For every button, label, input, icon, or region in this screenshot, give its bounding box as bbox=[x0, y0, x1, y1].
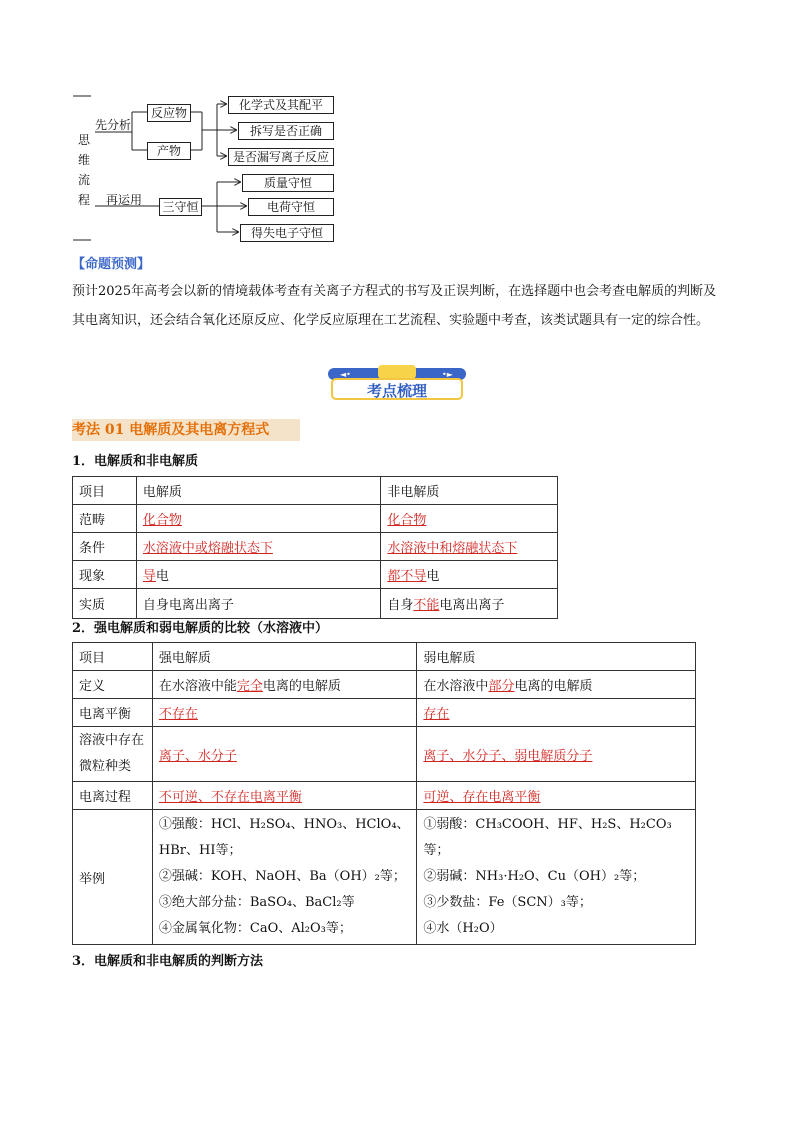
flow-check-missing: 是否漏写离子反应 bbox=[228, 148, 334, 166]
table-header-row bbox=[73, 643, 696, 671]
table-row bbox=[73, 671, 696, 699]
table-row bbox=[73, 589, 558, 619]
header-cell: 弱电解质 bbox=[417, 643, 696, 671]
flow-box-reactant: 反应物 bbox=[147, 104, 191, 122]
flow-box-conservation: 三守恒 bbox=[159, 198, 202, 216]
banner-title: 考点梳理 bbox=[366, 382, 427, 400]
row-item: 定义 bbox=[73, 671, 153, 699]
table-row bbox=[73, 782, 696, 810]
answer-text: 水溶液中和熔融状态下 bbox=[387, 541, 518, 556]
table-row bbox=[73, 727, 696, 782]
kaofa-heading: 考法 01 电解质及其电离方程式 bbox=[72, 419, 300, 441]
section3-title: 3．电解质和非电解质的判断方法 bbox=[72, 954, 264, 969]
flow-step-apply: 再运用 bbox=[106, 193, 143, 207]
row-item: 电离平衡 bbox=[73, 699, 153, 727]
answer-text: 导 bbox=[142, 569, 156, 584]
section1-title: 1．电解质和非电解质 bbox=[72, 454, 199, 469]
svg-text:◄•: ◄• bbox=[340, 370, 351, 379]
table-header-row bbox=[73, 477, 558, 505]
answer-text: 都不导 bbox=[387, 569, 427, 584]
answer-text: 化合物 bbox=[142, 513, 182, 528]
svg-text:•►: •► bbox=[442, 370, 453, 379]
example-line: 等； bbox=[423, 843, 450, 858]
answer-text: 不能 bbox=[413, 598, 440, 613]
answer-text: 存在 bbox=[423, 707, 450, 722]
header-cell: 项目 bbox=[73, 477, 137, 505]
example-line: ④金属氧化物：CaO、Al₂O₃等； bbox=[158, 921, 352, 936]
flow-box-product: 产物 bbox=[147, 142, 191, 160]
table-row bbox=[73, 699, 696, 727]
flow-cons-charge: 电荷守恒 bbox=[248, 198, 334, 216]
flow-side-char: 流 bbox=[77, 173, 90, 187]
answer-text: 化合物 bbox=[387, 513, 427, 528]
table-row bbox=[73, 810, 696, 945]
header-cell: 项目 bbox=[73, 643, 153, 671]
electrolyte-table bbox=[72, 476, 558, 619]
strong-examples-cell bbox=[152, 810, 417, 945]
cell-text: 电 bbox=[426, 569, 440, 584]
flow-side-label bbox=[77, 130, 91, 210]
answer-text: 部分 bbox=[488, 679, 515, 694]
cell-text: 电离出离子 bbox=[439, 598, 505, 613]
example-line: ①强酸：HCl、H₂SO₄、HNO₃、HClO₄、 bbox=[158, 817, 410, 832]
example-line: HBr、HI等； bbox=[158, 843, 242, 858]
table-row bbox=[73, 505, 558, 533]
table-row bbox=[73, 561, 558, 589]
example-line: ②弱碱：NH₃·H₂O、Cu（OH）₂等； bbox=[423, 869, 646, 884]
header-cell: 强电解质 bbox=[152, 643, 417, 671]
example-line: ③少数盐：Fe（SCN）₃等； bbox=[423, 895, 592, 910]
answer-text: 不可逆、不存在电离平衡 bbox=[158, 790, 302, 805]
answer-text: 可逆、存在电离平衡 bbox=[423, 790, 541, 805]
section2-title: 2．强电解质和弱电解质的比较（水溶液中） bbox=[72, 621, 329, 636]
answer-text: 完全 bbox=[236, 679, 263, 694]
section-banner bbox=[326, 365, 468, 401]
prediction-text: 预计2025年高考会以新的情境载体考查有关离子方程式的书写及正误判断，在选择题中也会考查电解质的判断及其电离知识，还会结合氧化还原反应、化学反应原理在工艺流程、实验题中考查，该类试题具有一定的综合性。 bbox=[72, 284, 717, 328]
cell-text: 电离的电解质 bbox=[514, 679, 593, 694]
example-line: ②强碱：KOH、NaOH、Ba（OH）₂等； bbox=[158, 869, 406, 884]
example-line: ③绝大部分盐：BaSO₄、BaCl₂等 bbox=[158, 895, 355, 910]
row-item: 实质 bbox=[73, 589, 137, 619]
flow-side-char: 思 bbox=[77, 133, 90, 147]
row-item: 现象 bbox=[73, 561, 137, 589]
answer-text: 不存在 bbox=[158, 707, 198, 722]
flow-cons-mass: 质量守恒 bbox=[242, 174, 334, 192]
cell-text: 电离的电解质 bbox=[262, 679, 341, 694]
flow-step-analyze: 先分析 bbox=[95, 118, 132, 132]
row-item bbox=[73, 727, 153, 782]
example-line: ④水（H₂O） bbox=[423, 921, 503, 936]
answer-text: 离子、水分子、弱电解质分子 bbox=[423, 748, 593, 764]
flow-side-char: 程 bbox=[77, 193, 90, 207]
cell-text: 自身 bbox=[387, 598, 414, 613]
example-line: ①弱酸：CH₃COOH、HF、H₂S、H₂CO₃ bbox=[423, 817, 672, 832]
row-item: 举例 bbox=[73, 810, 153, 945]
row-item: 条件 bbox=[73, 533, 137, 561]
flow-side-char: 维 bbox=[77, 153, 90, 167]
flow-check-splitting: 拆写是否正确 bbox=[238, 122, 334, 140]
row-item-line: 溶液中存在 bbox=[79, 733, 145, 748]
weak-examples-cell bbox=[417, 810, 696, 945]
answer-text: 水溶液中或熔融状态下 bbox=[142, 541, 273, 556]
header-cell: 电解质 bbox=[136, 477, 380, 505]
answer-text: 离子、水分子 bbox=[158, 748, 237, 764]
cell-text: 在水溶液中 bbox=[423, 679, 489, 694]
row-item-line: 微粒种类 bbox=[79, 759, 132, 774]
flow-check-formula: 化学式及其配平 bbox=[228, 96, 334, 114]
cell-text: 电 bbox=[155, 569, 169, 584]
header-cell: 非电解质 bbox=[381, 477, 558, 505]
strong-weak-table bbox=[72, 642, 696, 945]
prediction-heading: 【命题预测】 bbox=[72, 257, 151, 272]
row-item: 电离过程 bbox=[73, 782, 153, 810]
flow-cons-electron: 得失电子守恒 bbox=[240, 224, 334, 242]
table-row bbox=[73, 533, 558, 561]
row-item: 范畴 bbox=[73, 505, 137, 533]
cell-text: 在水溶液中能 bbox=[158, 679, 237, 694]
cell-text: 自身电离出离子 bbox=[136, 589, 380, 619]
